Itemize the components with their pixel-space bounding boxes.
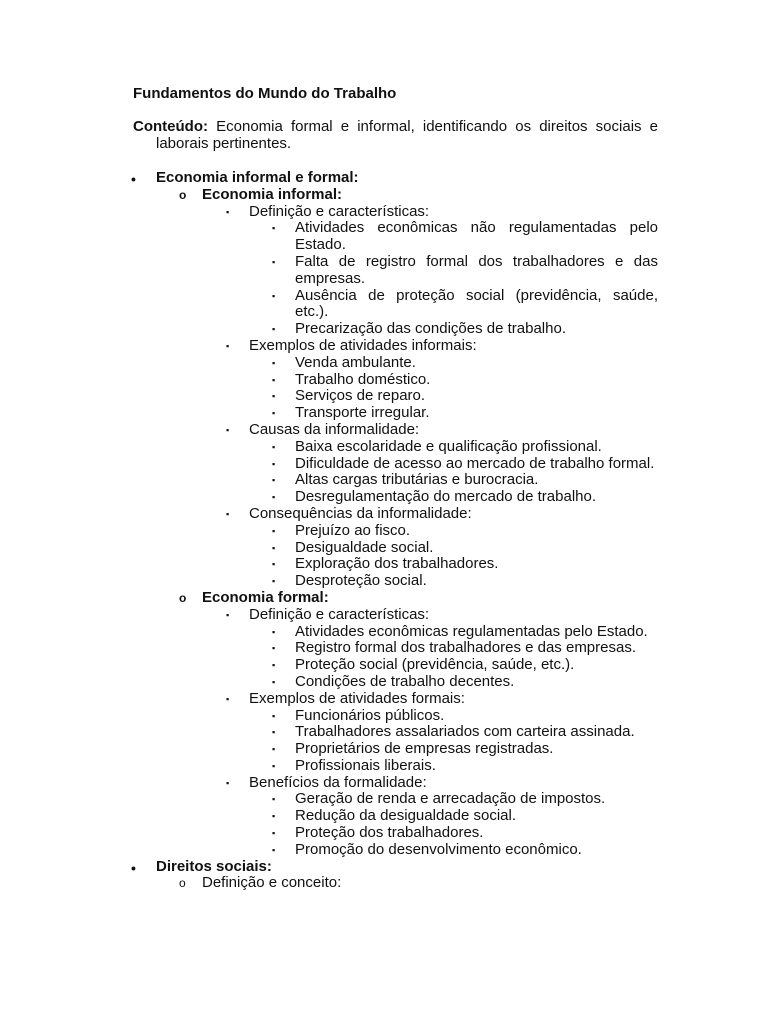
outline-item-text: Desregulamentação do mercado de trabalho. bbox=[295, 488, 597, 506]
outline-item-level-4 bbox=[133, 388, 658, 405]
outline-item-text: Dificuldade de acesso ao mercado de trabalho formal. bbox=[295, 454, 655, 472]
outline-item-text: Falta de registro formal dos trabalhadores e das empresas. bbox=[295, 252, 658, 287]
document-title: Fundamentos do Mundo do Trabalho bbox=[133, 85, 397, 102]
outline-item-level-4 bbox=[133, 220, 658, 254]
outline-item-level-3 bbox=[133, 338, 658, 355]
outline-item-text: Prejuízo ao fisco. bbox=[295, 521, 411, 539]
outline-item-text: Desigualdade social. bbox=[295, 538, 434, 556]
outline-item-text: Venda ambulante. bbox=[295, 353, 416, 371]
outline-item-level-4 bbox=[133, 791, 658, 808]
bullet-marker: ▪ bbox=[272, 727, 276, 738]
outline-item-text: Causas da informalidade: bbox=[249, 420, 420, 438]
bullet-marker: ▪ bbox=[226, 508, 230, 519]
bullet-marker: ▪ bbox=[272, 643, 276, 654]
outline-item-text: Proteção social (previdência, saúde, etc.). bbox=[295, 656, 575, 674]
bullet-marker: ▪ bbox=[226, 424, 230, 435]
bullet-marker: ▪ bbox=[272, 475, 276, 486]
outline-item-level-4 bbox=[133, 741, 658, 758]
outline-item-level-4 bbox=[133, 842, 658, 859]
outline-item-text: Benefícios da formalidade: bbox=[249, 773, 427, 791]
outline-item-level-4 bbox=[133, 288, 658, 322]
outline-item-level-4 bbox=[133, 573, 658, 590]
outline-item-text: Exemplos de atividades informais: bbox=[249, 336, 477, 354]
outline-item-level-4 bbox=[133, 439, 658, 456]
outline-item-text: Economia formal: bbox=[202, 588, 329, 606]
outline-item-text: Atividades econômicas regulamentadas pelo Estado. bbox=[295, 622, 648, 640]
outline-item-level-3 bbox=[133, 506, 658, 523]
bullet-marker: o bbox=[179, 590, 187, 605]
bullet-marker: ▪ bbox=[272, 760, 276, 771]
outline-item-text: Altas cargas tributárias e burocracia. bbox=[295, 471, 539, 489]
outline-item-text: Redução da desigualdade social. bbox=[295, 807, 516, 825]
outline-item-text: Direitos sociais: bbox=[156, 857, 272, 875]
bullet-marker: ▪ bbox=[272, 844, 276, 855]
outline-item-level-4 bbox=[133, 472, 658, 489]
outline-item-level-2 bbox=[133, 875, 658, 892]
outline-item-level-3 bbox=[133, 422, 658, 439]
bullet-marker: ▪ bbox=[272, 492, 276, 503]
outline-item-text: Profissionais liberais. bbox=[295, 756, 436, 774]
outline-item-text: Transporte irregular. bbox=[295, 404, 430, 422]
outline-item-level-3 bbox=[133, 607, 658, 624]
bullet-marker: ▪ bbox=[272, 542, 276, 553]
outline-item-text: Definição e características: bbox=[249, 202, 430, 220]
content-label: Conteúdo: bbox=[133, 118, 208, 135]
outline-item-level-2 bbox=[133, 187, 658, 204]
outline-item-text: Proteção dos trabalhadores. bbox=[295, 824, 484, 842]
outline-item-level-4 bbox=[133, 825, 658, 842]
bullet-marker: ▪ bbox=[272, 357, 276, 368]
outline-item-text: Consequências da informalidade: bbox=[249, 504, 472, 522]
outline-item-text: Desproteção social. bbox=[295, 572, 427, 590]
outline-item-level-4 bbox=[133, 372, 658, 389]
outline-item-level-4 bbox=[133, 556, 658, 573]
bullet-marker: ▪ bbox=[272, 324, 276, 335]
outline-item-text: Precarização das condições de trabalho. bbox=[295, 320, 566, 338]
bullet-marker: ▪ bbox=[226, 206, 230, 217]
outline-item-text: Funcionários públicos. bbox=[295, 706, 445, 724]
bullet-marker: ▪ bbox=[272, 441, 276, 452]
bullet-marker: ▪ bbox=[272, 374, 276, 385]
outline-item-level-4 bbox=[133, 523, 658, 540]
outline-item-text: Economia informal e formal: bbox=[156, 169, 359, 186]
outline-item-level-3 bbox=[133, 775, 658, 792]
content-line bbox=[133, 118, 658, 152]
outline-item-text: Definição e características: bbox=[249, 605, 430, 623]
outline-item-level-3 bbox=[133, 204, 658, 221]
outline-item-level-4 bbox=[133, 254, 658, 288]
bullet-marker: ▪ bbox=[272, 710, 276, 721]
outline-item-text: Trabalho doméstico. bbox=[295, 370, 431, 388]
bullet-marker: o bbox=[179, 876, 186, 891]
outline-item-level-4 bbox=[133, 405, 658, 422]
outline-item-text: Ausência de proteção social (previdência, saúde, etc.). bbox=[295, 286, 658, 321]
bullet-marker: ▪ bbox=[272, 525, 276, 536]
bullet-marker: ▪ bbox=[272, 391, 276, 402]
bullet-marker: ▪ bbox=[226, 693, 230, 704]
outline-item-level-4 bbox=[133, 758, 658, 775]
bullet-marker: ▪ bbox=[226, 340, 230, 351]
bullet-marker: ▪ bbox=[272, 256, 276, 267]
outline-item-level-3 bbox=[133, 691, 658, 708]
outline-item-text: Serviços de reparo. bbox=[295, 387, 426, 405]
outline-item-level-4 bbox=[133, 456, 658, 473]
outline-item-text: Atividades econômicas não regulamentadas pelo Estado. bbox=[295, 219, 658, 254]
outline-item-level-4 bbox=[133, 674, 658, 691]
outline-item-level-4 bbox=[133, 540, 658, 557]
outline-item-text: Exploração dos trabalhadores. bbox=[295, 555, 499, 573]
bullet-marker: ▪ bbox=[226, 609, 230, 620]
bullet-marker: ▪ bbox=[272, 290, 276, 301]
content-text: Economia formal e informal, identificando os direitos sociais e laborais pertinentes. bbox=[156, 118, 658, 152]
content-paragraph bbox=[133, 118, 658, 152]
bullet-marker: ▪ bbox=[272, 744, 276, 755]
outline-item-level-4 bbox=[133, 808, 658, 825]
outline-item-level-4 bbox=[133, 355, 658, 372]
bullet-marker: ▪ bbox=[272, 660, 276, 671]
bullet-marker: ▪ bbox=[272, 458, 276, 469]
outline-item-level-1 bbox=[133, 170, 658, 187]
outline-item-text: Condições de trabalho decentes. bbox=[295, 672, 515, 690]
bullet-marker: ▪ bbox=[272, 576, 276, 587]
bullet-marker: • bbox=[131, 171, 136, 187]
outline-item-text: Promoção do desenvolvimento econômico. bbox=[295, 840, 582, 858]
bullet-marker: ▪ bbox=[272, 559, 276, 570]
topic-outline bbox=[133, 170, 658, 892]
outline-item-text: Geração de renda e arrecadação de impostos. bbox=[295, 790, 606, 808]
outline-item-level-4 bbox=[133, 657, 658, 674]
outline-item-text: Definição e conceito: bbox=[202, 874, 342, 892]
bullet-marker: ▪ bbox=[272, 626, 276, 637]
outline-item-text: Baixa escolaridade e qualificação profissional. bbox=[295, 437, 602, 455]
bullet-marker: ▪ bbox=[272, 676, 276, 687]
bullet-marker: ▪ bbox=[272, 828, 276, 839]
outline-item-text: Registro formal dos trabalhadores e das empresas. bbox=[295, 639, 637, 657]
outline-item-level-4 bbox=[133, 724, 658, 741]
outline-item-level-1 bbox=[133, 859, 658, 876]
outline-item-level-2 bbox=[133, 590, 658, 607]
bullet-marker: ▪ bbox=[226, 777, 230, 788]
bullet-marker: ▪ bbox=[272, 408, 276, 419]
bullet-marker: o bbox=[179, 187, 187, 202]
outline-item-text: Trabalhadores assalariados com carteira assinada. bbox=[295, 723, 635, 741]
outline-item-level-4 bbox=[133, 708, 658, 725]
outline-item-level-4 bbox=[133, 640, 658, 657]
bullet-marker: ▪ bbox=[272, 794, 276, 805]
outline-item-level-4 bbox=[133, 489, 658, 506]
bullet-marker: ▪ bbox=[272, 223, 276, 234]
outline-item-text: Economia informal: bbox=[202, 185, 343, 203]
bullet-marker: • bbox=[131, 859, 136, 876]
outline-item-text: Exemplos de atividades formais: bbox=[249, 689, 465, 707]
outline-item-text: Proprietários de empresas registradas. bbox=[295, 740, 554, 758]
outline-item-level-4 bbox=[133, 624, 658, 641]
bullet-marker: ▪ bbox=[272, 811, 276, 822]
outline-item-level-4 bbox=[133, 321, 658, 338]
